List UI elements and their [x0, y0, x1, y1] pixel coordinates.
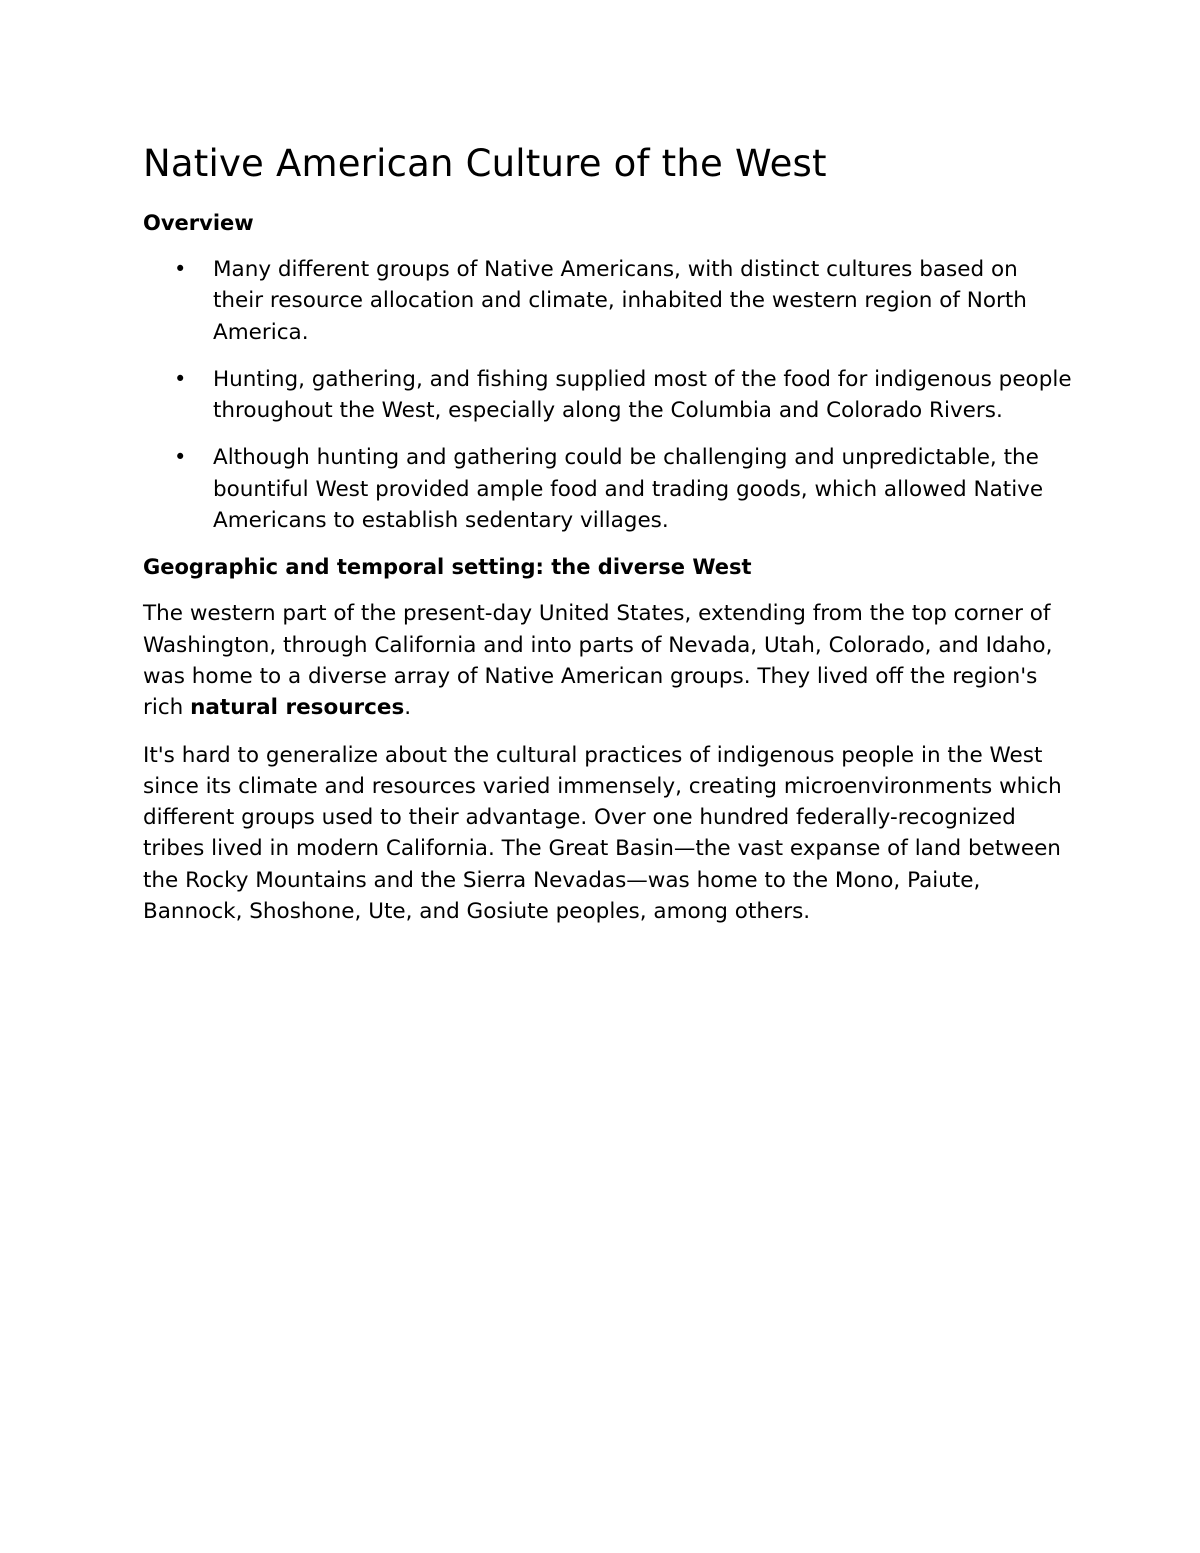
- overview-bullet-list: [143, 254, 1073, 536]
- overview-bullet-item: [143, 442, 1073, 536]
- bullet-icon: •: [174, 366, 187, 391]
- bullet-icon: •: [174, 257, 187, 281]
- paragraph-text: The western part of the present-day United States, extending from the top corner of Washington, through California and into parts of Nevada, Utah, Colorado, and Idaho, was home to a diverse array of Native American groups. They lived off the region's rich: [143, 601, 1053, 721]
- overview-bullet-item: [143, 254, 1073, 348]
- setting-heading: Geographic and temporal setting: the diverse West: [143, 555, 752, 580]
- overview-heading: Overview: [143, 211, 254, 235]
- page-title: Native American Culture of the West: [143, 142, 827, 185]
- bullet-text: Many different groups of Native Americans, with distinct cultures based on their resource allocation and climate, inhabited the western region of North America.: [213, 257, 1027, 345]
- setting-paragraph-2: It's hard to generalize about the cultural practices of indigenous people in the West since its climate and resources varied immensely, creating microenvironments which different groups used to their advantage. Over one hundred federally-recognized tribes lived in modern California. The Great Basin—the vast expanse of land between the Rocky Mountains and the Sierra Nevadas—was home to the Mono, Paiute, Bannock, Shoshone, Ute, and Gosiute peoples, among others.: [143, 742, 1062, 925]
- document-page: [143, 140, 1073, 943]
- setting-paragraph-1: [143, 598, 1073, 723]
- paragraph-text: .: [404, 695, 412, 721]
- key-term: natural resources: [190, 695, 405, 721]
- overview-bullet-item: [143, 364, 1073, 427]
- bullet-icon: •: [174, 445, 187, 470]
- bullet-text: Although hunting and gathering could be challenging and unpredictable, the bountiful West provided ample food and trading goods, which allowed Native Americans to establish sedentary villages.: [213, 445, 1044, 534]
- bullet-text: Hunting, gathering, and fishing supplied most of the food for indigenous people throughout the West, especially along the Columbia and Colorado Rivers.: [213, 366, 1072, 424]
